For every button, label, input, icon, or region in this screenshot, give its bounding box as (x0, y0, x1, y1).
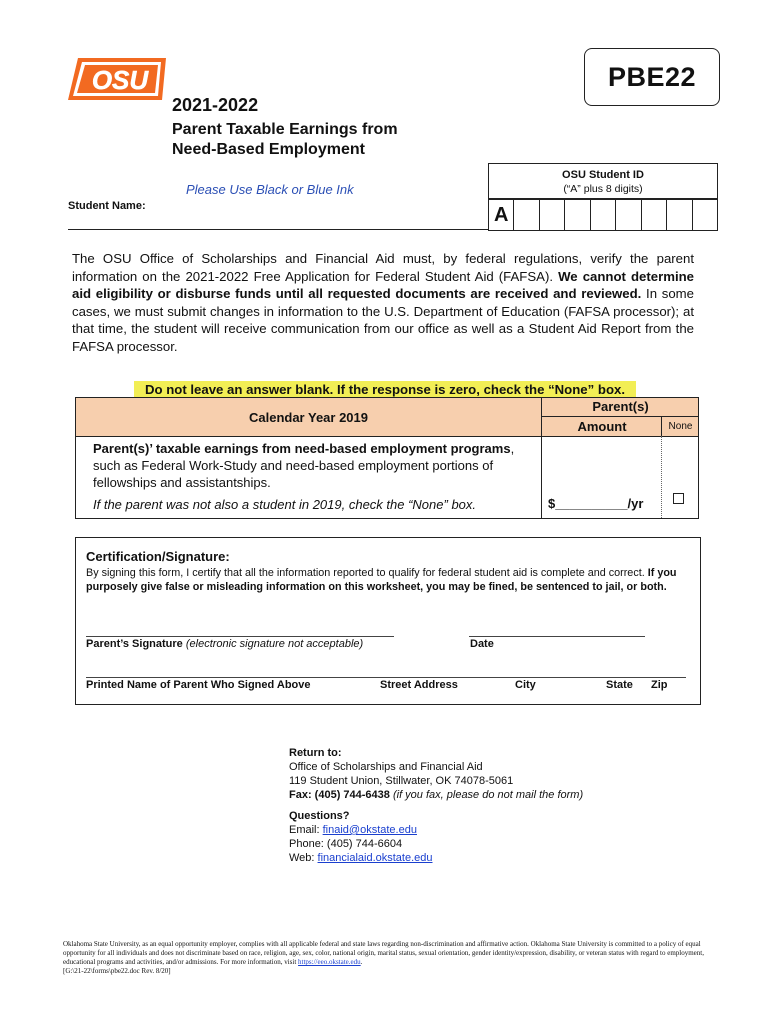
certification-title: Certification/Signature: (86, 549, 230, 564)
printed-name-label: Printed Name of Parent Who Signed Above (86, 679, 311, 691)
footer-notice: Oklahoma State University, as an equal opportunity employer, complies with all applicable federal and state laws regarding non-discrimination and affirmative action. Oklahoma State University is committed to a policy of equal opportunity for all individuals and does not discriminate based on race, religion, age, sex, color, national origin, marital status, sexual orientation, gender identity/expression, disability, or veteran status with regard to employment, educational programs and activities, and/or admissions. For more information, visit https://eeo.okstate.edu. [G:\21-22\forms\pbe22.doc Rev. 8/20] (63, 940, 704, 975)
student-id-digit[interactable] (564, 200, 589, 230)
student-id-label: OSU Student ID (“A” plus 8 digits) (488, 163, 718, 199)
none-header: None (661, 417, 699, 436)
student-id-digit[interactable] (666, 200, 691, 230)
parent-signature-field[interactable] (86, 636, 394, 637)
amount-header: Amount (541, 417, 662, 436)
intro-paragraph: The OSU Office of Scholarships and Financial Aid must, by federal regulations, verify the parent information on the 2021-2022 Free Application for Federal Student Aid (FAFSA). We cannot determine aid eligibility or disburse funds until all requested documents are received and reviewed. In some cases, we must submit changes in information to the U.S. Department of Education (FAFSA processor); at that time, the student will receive communication from our office as well as a Student Aid Report from the FAFSA processor. (72, 251, 695, 354)
none-instruction: If the parent was not also a student in 2019, check the “None” box. (93, 497, 477, 512)
email-link[interactable]: finaid@okstate.edu (322, 824, 417, 836)
student-id-digit[interactable] (692, 200, 717, 230)
parents-header: Parent(s) (541, 398, 699, 417)
student-id-digit[interactable] (513, 200, 538, 230)
web-link[interactable]: financialaid.okstate.edu (317, 852, 433, 864)
divider (661, 436, 662, 518)
table-header (76, 398, 698, 437)
date-label: Date (470, 638, 494, 650)
student-id-digit[interactable] (539, 200, 564, 230)
academic-year: 2021-2022 (172, 95, 259, 115)
certification-box (75, 537, 701, 705)
state-label: State (606, 679, 633, 691)
ink-note: Please Use Black or Blue Ink (186, 182, 354, 197)
parent-signature-label: Parent’s Signature (electronic signature not acceptable) (86, 638, 364, 650)
amount-field[interactable]: $__________/yr (548, 496, 644, 511)
address-field[interactable] (86, 677, 686, 678)
student-name-field[interactable] (68, 229, 488, 230)
divider (541, 436, 542, 518)
student-id-field[interactable] (488, 199, 718, 231)
svg-text:OSU: OSU (91, 65, 149, 95)
osu-logo (64, 54, 172, 106)
student-id-digit[interactable] (641, 200, 666, 230)
earnings-description: Parent(s)’ taxable earnings from need-based employment programs, such as Federal Work-Study and need-based employment portions of fellowships and assistantships. (93, 441, 515, 490)
student-id-prefix: A (493, 203, 509, 226)
none-checkbox[interactable] (673, 493, 684, 504)
student-name-label: Student Name: (68, 200, 146, 212)
zip-label: Zip (651, 679, 668, 691)
form-title: Parent Taxable Earnings from Need-Based Employment (172, 121, 398, 158)
date-field[interactable] (469, 636, 645, 637)
city-label: City (515, 679, 536, 691)
return-info: Return to: Office of Scholarships and Financial Aid 119 Student Union, Stillwater, OK 74078-5061 Fax: (405) 744-6438 (if you fax, please do not mail the form) Questions? Email: finaid@okstate.edu Phone: (405) 744-6604 Web: financialaid.okstate.edu (289, 747, 584, 864)
earnings-table (75, 397, 699, 519)
student-id-digit[interactable] (615, 200, 640, 230)
warning-banner: Do not leave an answer blank. If the response is zero, check the “None” box. (134, 381, 636, 398)
student-id-digit[interactable] (590, 200, 615, 230)
calendar-year-header: Calendar Year 2019 (248, 409, 368, 425)
eeo-link[interactable]: https://eeo.okstate.edu (298, 958, 361, 966)
form-code: PBE22 (584, 48, 720, 106)
street-address-label: Street Address (380, 679, 458, 691)
certification-text: By signing this form, I certify that all the information reported to qualify for federal student aid is complete and correct. If you purposely give false or misleading information on this worksheet, you may be fined, be sentenced to jail, or both. (86, 567, 677, 593)
